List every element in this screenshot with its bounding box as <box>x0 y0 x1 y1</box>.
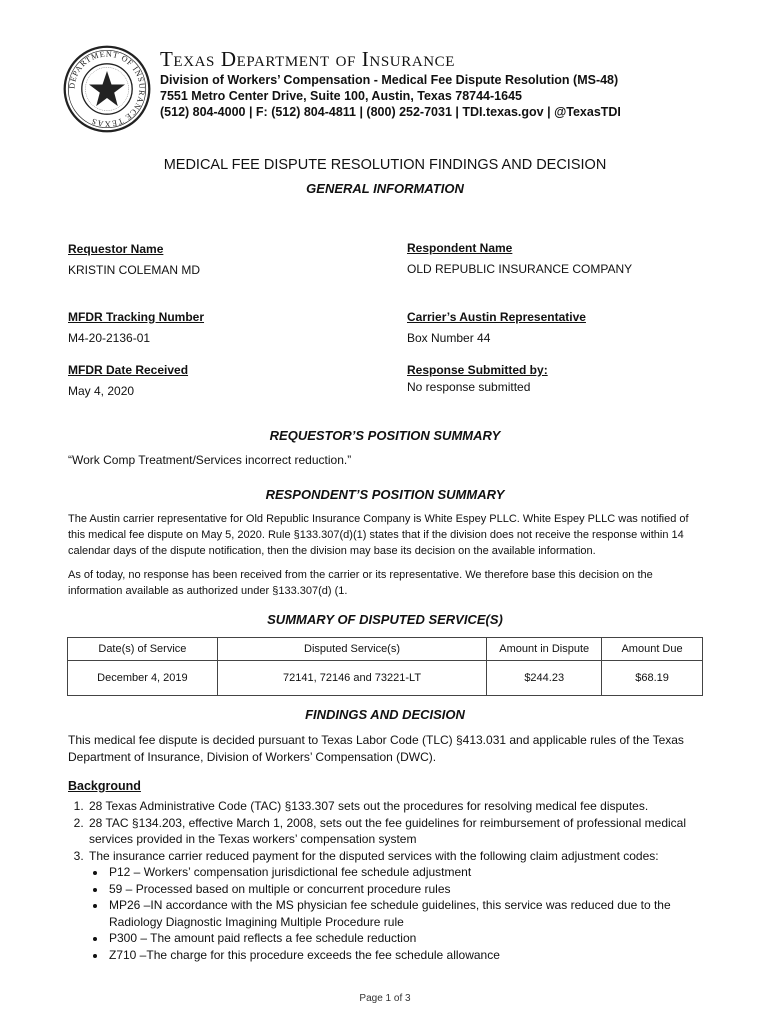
respondent-label: Respondent Name <box>407 241 513 255</box>
tracking-label: MFDR Tracking Number <box>68 310 205 324</box>
adjustment-code-item: • P12 – Workers’ compensation jurisdictional fee schedule adjustment <box>107 864 727 881</box>
disputed-services-table <box>67 637 703 696</box>
list-item-text: The insurance carrier reduced payment for the disputed services with the following claim adjustment codes: <box>89 848 659 863</box>
requestor-value: KRISTIN COLEMAN MD <box>68 263 201 277</box>
column-header: Disputed Service(s) <box>217 638 487 661</box>
table-header-row <box>68 638 703 661</box>
adjustment-code-item: • Z710 –The charge for this procedure exceeds the fee schedule allowance <box>107 947 727 964</box>
background-list <box>68 798 727 963</box>
tracking-value: M4-20-2136-01 <box>68 331 151 345</box>
svg-text:DEPARTMENT OF INSURANCE TEXAS: DEPARTMENT OF INSURANCE TEXAS <box>67 49 147 129</box>
adjustment-codes-list <box>89 864 727 963</box>
respondent-value: OLD REPUBLIC INSURANCE COMPANY <box>407 262 633 276</box>
carrier-rep-label: Carrier’s Austin Representative <box>407 310 586 324</box>
carrier-rep-value: Box Number 44 <box>407 331 491 345</box>
requestor-summary-text: “Work Comp Treatment/Services incorrect reduction.” <box>68 453 352 467</box>
services-heading: SUMMARY OF DISPUTED SERVICE(S) <box>267 612 503 627</box>
findings-heading: FINDINGS AND DECISION <box>305 707 465 722</box>
requestor-label: Requestor Name <box>68 242 164 256</box>
findings-intro: This medical fee dispute is decided pursuant to Texas Labor Code (TLC) §413.031 and applicable rules of the Texas Department of Insurance, Division of Workers’ Compensation (DWC). <box>68 733 684 764</box>
column-header: Amount Due <box>602 638 703 661</box>
respondent-summary-heading: RESPONDENT’S POSITION SUMMARY <box>265 487 505 502</box>
adjustment-code-item: • 59 – Processed based on multiple or concurrent procedure rules <box>107 881 727 898</box>
list-item: 1. 28 Texas Administrative Code (TAC) §133.307 sets out the procedures for resolving medical fee disputes. <box>87 798 727 815</box>
column-header: Amount in Dispute <box>487 638 602 661</box>
address-line: 7551 Metro Center Drive, Suite 100, Austin, Texas 78744-1645 <box>160 89 522 103</box>
table-cell: December 4, 2019 <box>68 661 218 696</box>
respondent-summary-para2: As of today, no response has been received from the carrier or its representative. We therefore base this decision on the information available as authorized under §133.307(d) (1. <box>68 569 653 597</box>
date-received-label: MFDR Date Received <box>68 363 189 377</box>
table-row <box>68 661 703 696</box>
document-subtitle: GENERAL INFORMATION <box>306 181 464 196</box>
respondent-summary-para1: The Austin carrier representative for Old Republic Insurance Company is White Espey PLLC. White Espey PLLC was notified of this medical fee dispute on May 5, 2020. Rule §133.307(d)(1) states that if the division does not receive the response within 14 calendar days of the dispute notification, then the division may base its decision on the available information. <box>68 513 689 557</box>
response-label: Response Submitted by: <box>407 363 548 377</box>
table-cell: 72141, 72146 and 73221-LT <box>217 661 487 696</box>
background-label: Background <box>68 779 141 793</box>
org-name: Texas Department of Insurance <box>160 47 456 71</box>
contact-line: (512) 804-4000 | F: (512) 804-4811 | (800) 252-7031 | TDI.texas.gov | @TexasTDI <box>160 105 621 119</box>
adjustment-code-item: • MP26 –IN accordance with the MS physician fee schedule guidelines, this service was reduced due to the Radiology Diagnostic Imagining Multiple Procedure rule <box>107 897 727 930</box>
page-number: Page 1 of 3 <box>359 993 411 1004</box>
division-line: Division of Workers’ Compensation - Medical Fee Dispute Resolution (MS-48) <box>160 73 619 87</box>
date-received-value: May 4, 2020 <box>68 384 135 398</box>
tdi-seal-logo <box>62 44 152 134</box>
adjustment-code-item: • P300 – The amount paid reflects a fee schedule reduction <box>107 930 727 947</box>
list-item <box>87 848 727 964</box>
requestor-summary-heading: REQUESTOR’S POSITION SUMMARY <box>269 428 501 443</box>
table-cell: $244.23 <box>487 661 602 696</box>
document-title: MEDICAL FEE DISPUTE RESOLUTION FINDINGS AND DECISION <box>163 157 607 173</box>
list-item: 2. 28 TAC §134.203, effective March 1, 2008, sets out the fee guidelines for reimbursement of professional medical services provided in the Texas workers’ compensation system <box>87 815 727 848</box>
column-header: Date(s) of Service <box>68 638 218 661</box>
table-cell: $68.19 <box>602 661 703 696</box>
response-value: No response submitted <box>407 380 531 394</box>
